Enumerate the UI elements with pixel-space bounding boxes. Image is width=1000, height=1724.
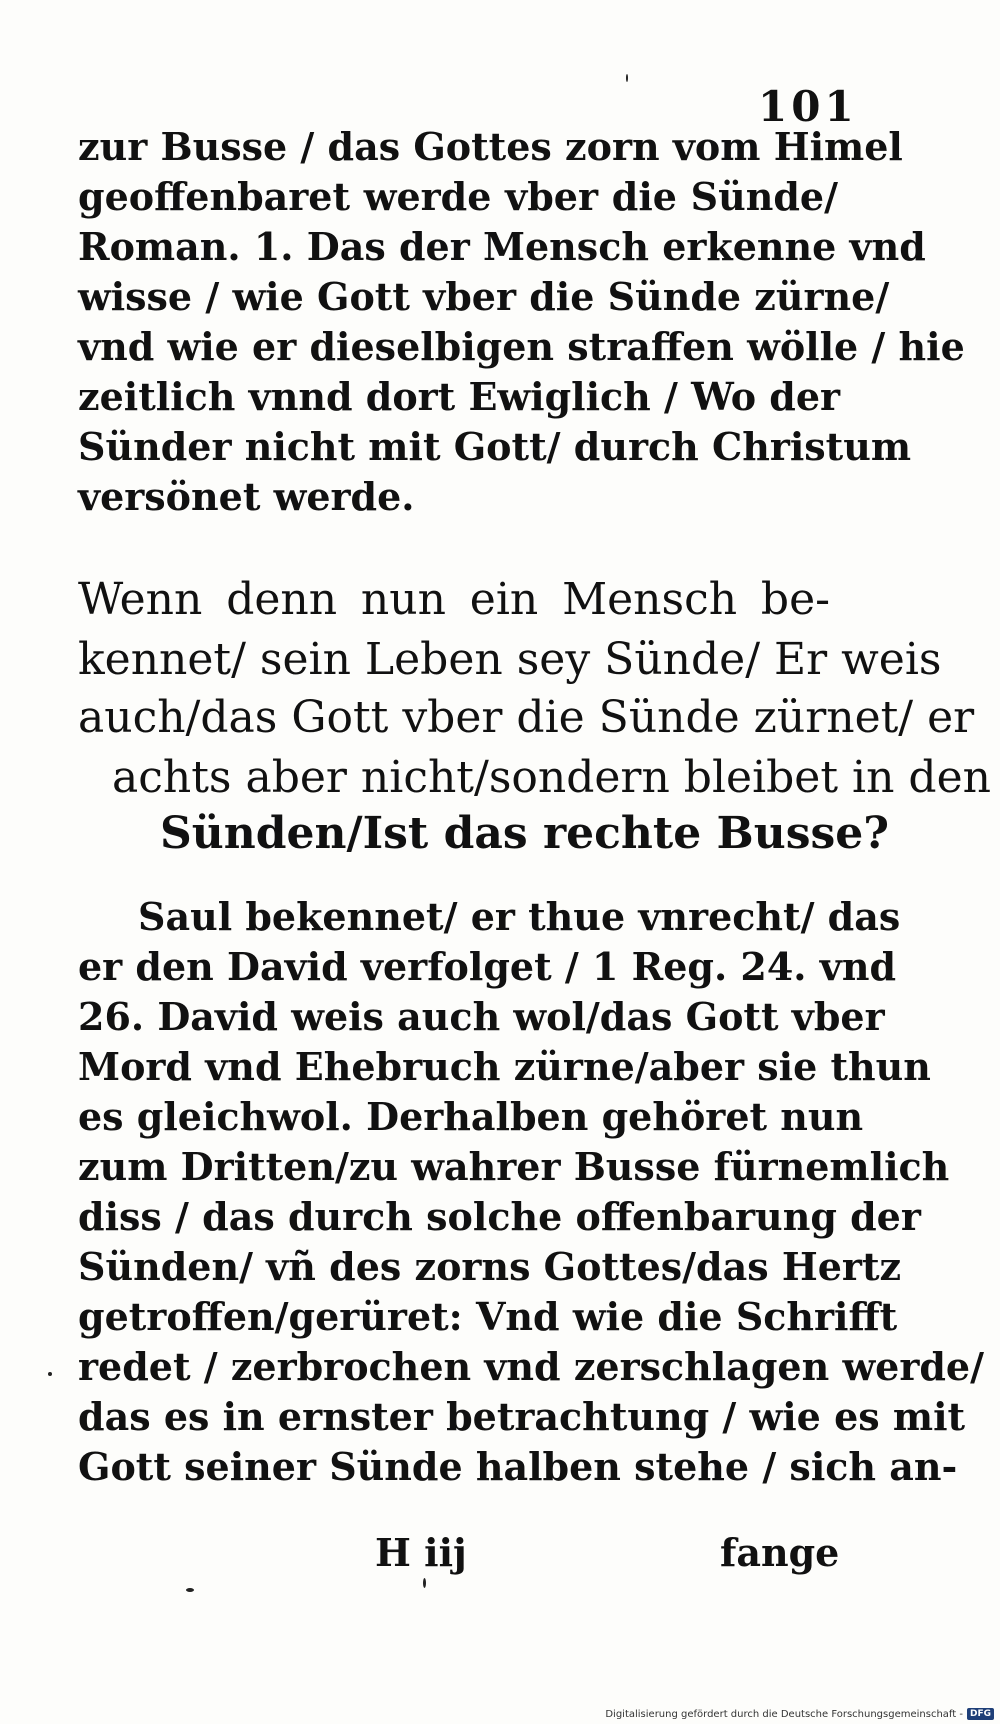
scan-speck: [423, 1578, 426, 1588]
scan-speck: [186, 1588, 194, 1592]
credit-text: Digitalisierung gefördert durch die Deutsche Forschungsgemeinschaft -: [605, 1708, 963, 1720]
question-line: auch/das Gott vber die Sünde zürnet/ er: [78, 692, 975, 743]
text-line: Sünden/ vñ des zorns Gottes/das Hertz: [78, 1244, 902, 1289]
text-line: geoffenbaret werde vber die Sünde/: [78, 174, 838, 219]
text-line: versönet werde.: [78, 474, 415, 519]
text-line: Gott seiner Sünde halben stehe / sich an-: [78, 1444, 958, 1489]
digitization-credit: [605, 1708, 994, 1720]
question-line: Sünden/Ist das rechte Busse?: [160, 808, 890, 859]
text-line: 26. David weis auch wol/das Gott vber: [78, 994, 885, 1039]
question-line: kennet/ sein Leben sey Sünde/ Er weis: [78, 634, 942, 685]
text-line: diss / das durch solche offenbarung der: [78, 1194, 921, 1239]
text-line: es gleichwol. Derhalben gehöret nun: [78, 1094, 864, 1139]
text-line: zum Dritten/zu wahrer Busse fürnemlich: [78, 1144, 950, 1189]
text-line: Sünder nicht mit Gott/ durch Christum: [78, 424, 912, 469]
question-line: achts aber nicht/sondern bleibet in den: [112, 752, 991, 803]
text-line: Mord vnd Ehebruch zürne/aber sie thun: [78, 1044, 931, 1089]
scan-speck: [626, 74, 628, 82]
page-number: 101: [758, 82, 858, 131]
text-line: wisse / wie Gott vber die Sünde zürne/: [78, 274, 890, 319]
text-line: zeitlich vnnd dort Ewiglich / Wo der: [78, 374, 841, 419]
text-line: vnd wie er dieselbigen straffen wölle / hie: [78, 324, 965, 369]
text-line: er den David verfolget / 1 Reg. 24. vnd: [78, 944, 897, 989]
text-line: getroffen/gerüret: Vnd wie die Schrifft: [78, 1294, 898, 1339]
text-line: Roman. 1. Das der Mensch erkenne vnd: [78, 224, 926, 269]
catchword: fange: [720, 1530, 840, 1575]
text-line: redet / zerbrochen vnd zerschlagen werde/: [78, 1344, 984, 1389]
scan-speck: [48, 1372, 52, 1376]
text-line: Saul bekennet/ er thue vnrecht/ das: [138, 894, 901, 939]
text-line: das es in ernster betrachtung / wie es mit: [78, 1394, 966, 1439]
question-line: Wenn denn nun ein Mensch be-: [78, 574, 830, 625]
text-line: zur Busse / das Gottes zorn vom Himel: [78, 124, 903, 169]
dfg-logo: DFG: [967, 1708, 994, 1720]
signature-mark: H iij: [375, 1530, 467, 1575]
